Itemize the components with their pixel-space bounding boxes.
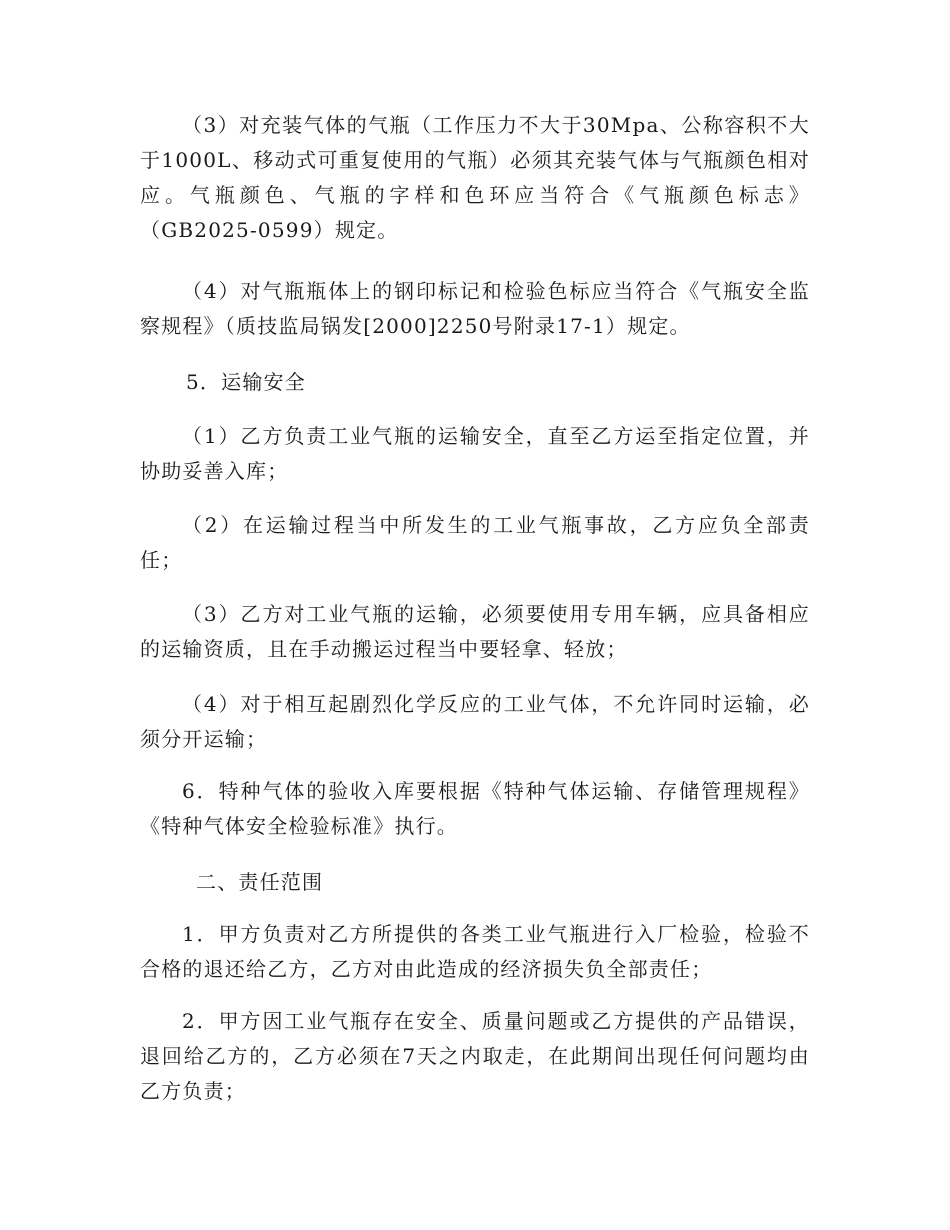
paragraph-cylinder-color: （3）对充装气体的气瓶（工作压力不大于30Mpa、公称容积不大于1000L、移动式可重复使用的气瓶）必须其充装气体与气瓶颜色相对应。气瓶颜色、气瓶的字样和色环应当符合《气瓶颜色标志》（GB2025-0599）规定。 bbox=[140, 113, 810, 242]
section-heading-responsibility-scope: 二、责任范围 bbox=[196, 870, 324, 894]
paragraph-separate-transport: （4）对于相互起剧烈化学反应的工业气体，不允许同时运输，必须分开运输； bbox=[140, 692, 810, 751]
paragraph-steel-stamp: （4）对气瓶瓶体上的钢印标记和检验色标应当符合《气瓶安全监察规程》（质技监局锅发[2000]2250号附录17-1）规定。 bbox=[140, 279, 810, 338]
paragraph-special-gas-acceptance: 6．特种气体的验收入库要根据《特种气体运输、存储管理规程》《特种气体安全检验标准》执行。 bbox=[140, 779, 810, 838]
section-heading-transport-safety: 5．运输安全 bbox=[186, 370, 306, 394]
paragraph-special-vehicle: （3）乙方对工业气瓶的运输，必须要使用专用车辆，应具备相应的运输资质，且在手动搬运过程当中要轻拿、轻放； bbox=[140, 602, 810, 661]
paragraph-inspection: 1．甲方负责对乙方所提供的各类工业气瓶进行入厂检验，检验不合格的退还给乙方，乙方对由此造成的经济损失负全部责任； bbox=[140, 922, 810, 981]
paragraph-transport-accident: （2）在运输过程当中所发生的工业气瓶事故，乙方应负全部责任； bbox=[140, 513, 810, 572]
paragraph-return-pickup: 2．甲方因工业气瓶存在安全、质量问题或乙方提供的产品错误，退回给乙方的，乙方必须在7天之内取走，在此期间出现任何问题均由乙方负责； bbox=[140, 1009, 810, 1103]
paragraph-transport-responsibility: （1）乙方负责工业气瓶的运输安全，直至乙方运至指定位置，并协助妥善入库； bbox=[140, 424, 810, 483]
